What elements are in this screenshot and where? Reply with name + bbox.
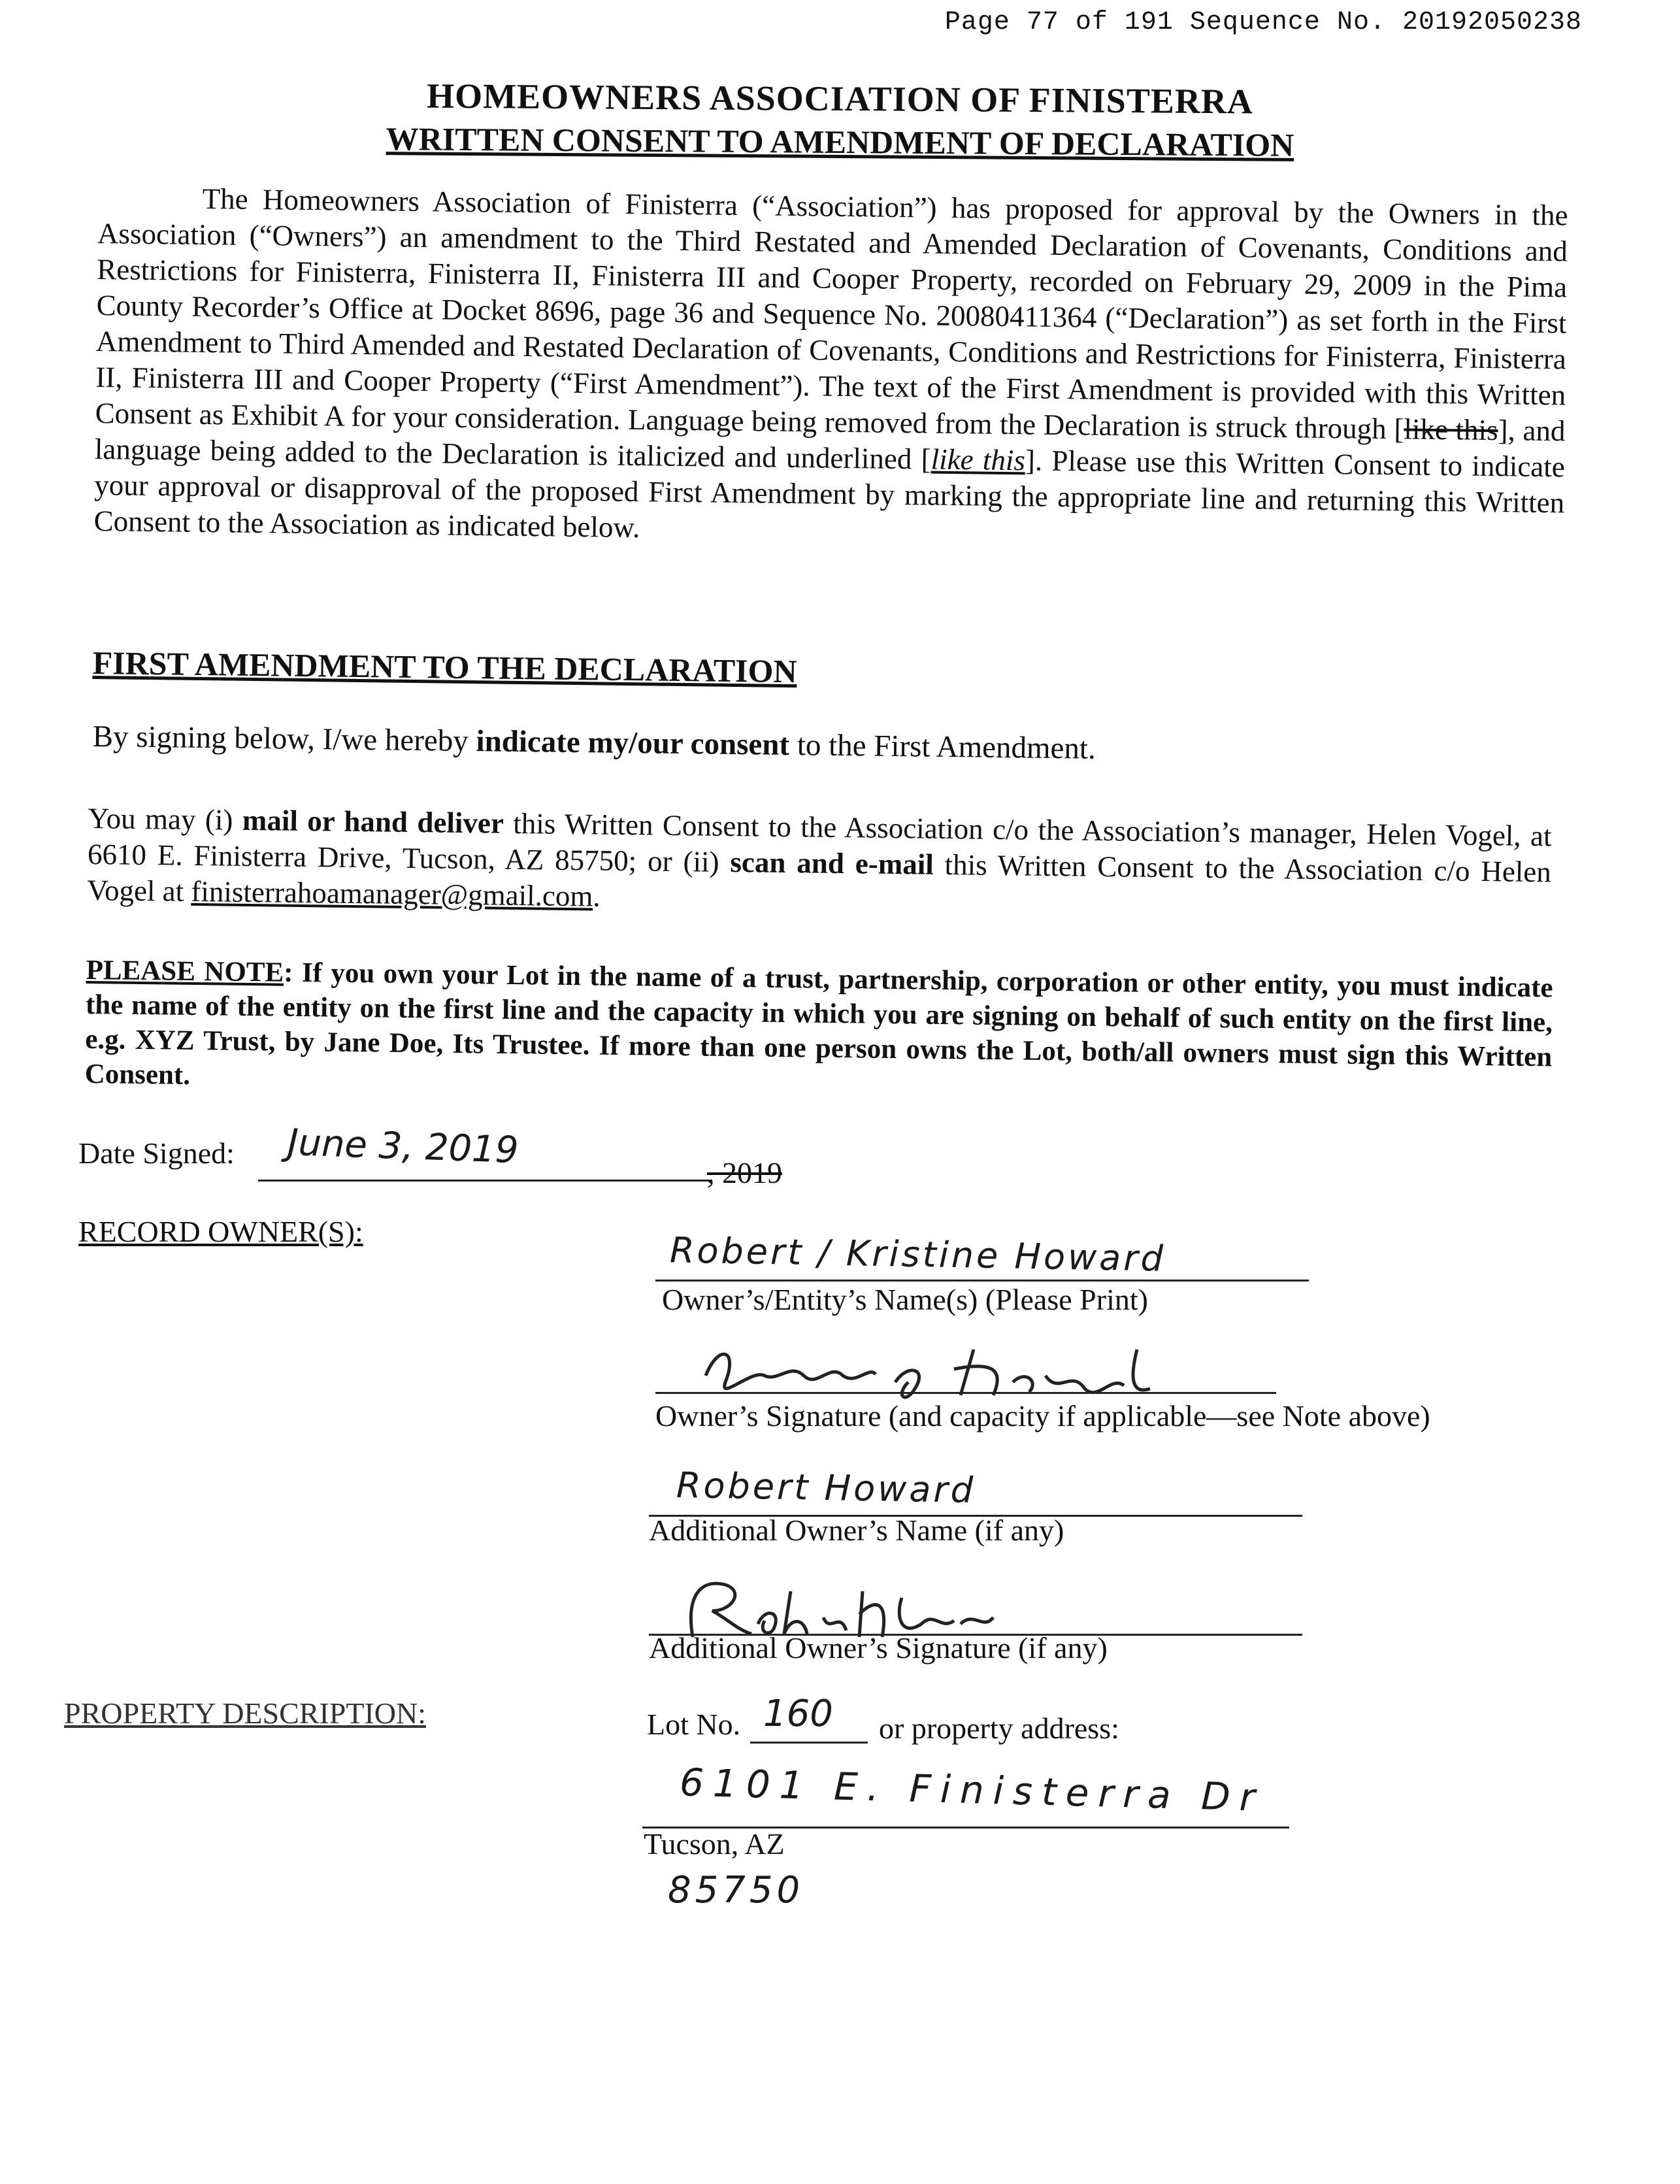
date-signed-label: Date Signed: xyxy=(78,1136,235,1170)
mailing-instructions xyxy=(87,801,1552,926)
consent-after: to the First Amendment. xyxy=(789,728,1096,766)
intro-paragraph xyxy=(93,180,1568,557)
section-heading: FIRST AMENDMENT TO THE DECLARATION xyxy=(92,644,797,690)
additional-owner-name-label: Additional Owner’s Name (if any) xyxy=(649,1514,1064,1547)
italic-example: like this xyxy=(931,442,1026,477)
please-note xyxy=(84,953,1553,1109)
document-subtitle: WRITTEN CONSENT TO AMENDMENT OF DECLARATION xyxy=(386,120,1294,163)
consent-before: By signing below, I/we hereby xyxy=(92,719,476,759)
owner-names-label: Owner’s/Entity’s Name(s) (Please Print) xyxy=(662,1283,1148,1316)
mailing-bold-2: scan and e-mail xyxy=(730,846,934,881)
date-signed-line xyxy=(258,1180,712,1182)
owner-names-line xyxy=(655,1280,1309,1282)
lot-number-line xyxy=(750,1742,868,1744)
owner-signature-label: Owner’s Signature (and capacity if applicable—see Note above) xyxy=(655,1399,1430,1432)
mailing-text-1: You may (i) xyxy=(88,801,243,836)
owner-signature-line xyxy=(655,1392,1276,1394)
email-link[interactable]: finisterrahoamanager@gmail.com xyxy=(191,874,593,913)
intro-text-2: ], and language being added to the Declaration is italicized and underlined [ xyxy=(94,414,1566,476)
intro-text-1: The Homeowners Association of Finisterra (“Association”) has proposed for approval by the Owners in the Association (“Owners”) an amendment to the Third Restated and Amended Declaration of Covenants, Conditions and Restrictions for Finisterra, Finisterra II, Finisterra III and Cooper Property, recorded on February 29, 2009 in the Pima County Recorder’s Office at Docket 8696, page 36 and Sequence No. 20080411364 (“Declaration”) as set forth in the First Amendment to Third Amended and Restated Declaration of Covenants, Conditions and Restrictions for Finisterra, Finisterra II, Finisterra III and Cooper Property (“First Amendment”). The text of the First Amendment is provided with this Written Consent as Exhibit A for your consideration. Language being removed from the Declaration is struck through [ xyxy=(95,182,1568,446)
lot-number-suffix: or property address: xyxy=(879,1712,1119,1745)
mailing-text-2: this Written Consent to the Association c/o the Association’s manager, Helen Vogel, at 6610 E. Finisterra Drive, Tucson, AZ 85750; or (ii) xyxy=(87,806,1552,879)
page-sequence-header: Page 77 of 191 Sequence No. 20192050238 xyxy=(944,8,1582,37)
consent-statement xyxy=(92,719,1096,767)
zip-code-value[interactable]: 85750 xyxy=(668,1869,804,1911)
additional-owner-signature-label: Additional Owner’s Signature (if any) xyxy=(649,1631,1108,1664)
document-title: HOMEOWNERS ASSOCIATION OF FINISTERRA xyxy=(426,76,1254,122)
additional-owner-name-value[interactable]: Robert Howard xyxy=(676,1464,976,1511)
owner-names-value[interactable]: Robert / Kristine Howard xyxy=(669,1229,1166,1280)
city-state: Tucson, AZ xyxy=(644,1827,785,1861)
intro-text-3: ]. Please use this Written Consent to indicate your approval or disapproval of the proposed First Amendment by marking the appropriate line and returning this Written Consent to the Association as indicated below. xyxy=(93,444,1566,544)
lot-number-prefix: Lot No. xyxy=(647,1708,741,1741)
signature-kristine-howard xyxy=(680,1336,1202,1408)
struck-example: like this xyxy=(1404,412,1498,447)
property-description-label: PROPERTY DESCRIPTION: xyxy=(64,1696,426,1730)
note-text: : If you own your Lot in the name of a trust, partnership, corporation or other entity, you must indicate the name of the entity on the first line and the capacity in which you are signing on behalf of such entity on the first line, e.g. XYZ Trust, by Jane Doe, Its Trustee. If more than one person owns the Lot, both/all owners must sign this Written Consent. xyxy=(84,957,1553,1091)
note-label: PLEASE NOTE xyxy=(86,954,284,988)
record-owners-label: RECORD OWNER(S): xyxy=(78,1215,363,1248)
printed-year: , 2019 xyxy=(707,1156,782,1189)
lot-number-value[interactable]: 160 xyxy=(763,1693,833,1735)
mailing-text-4: . xyxy=(593,880,601,913)
consent-bold: indicate my/our consent xyxy=(476,724,790,763)
mailing-text-3: this Written Consent to the Association c/o Helen Vogel at xyxy=(87,848,1552,908)
date-signed-value[interactable]: June 3, 2019 xyxy=(286,1121,519,1172)
mailing-bold-1: mail or hand deliver xyxy=(242,803,504,840)
property-address-value[interactable]: 6101 E. Finisterra Dr xyxy=(679,1760,1265,1820)
